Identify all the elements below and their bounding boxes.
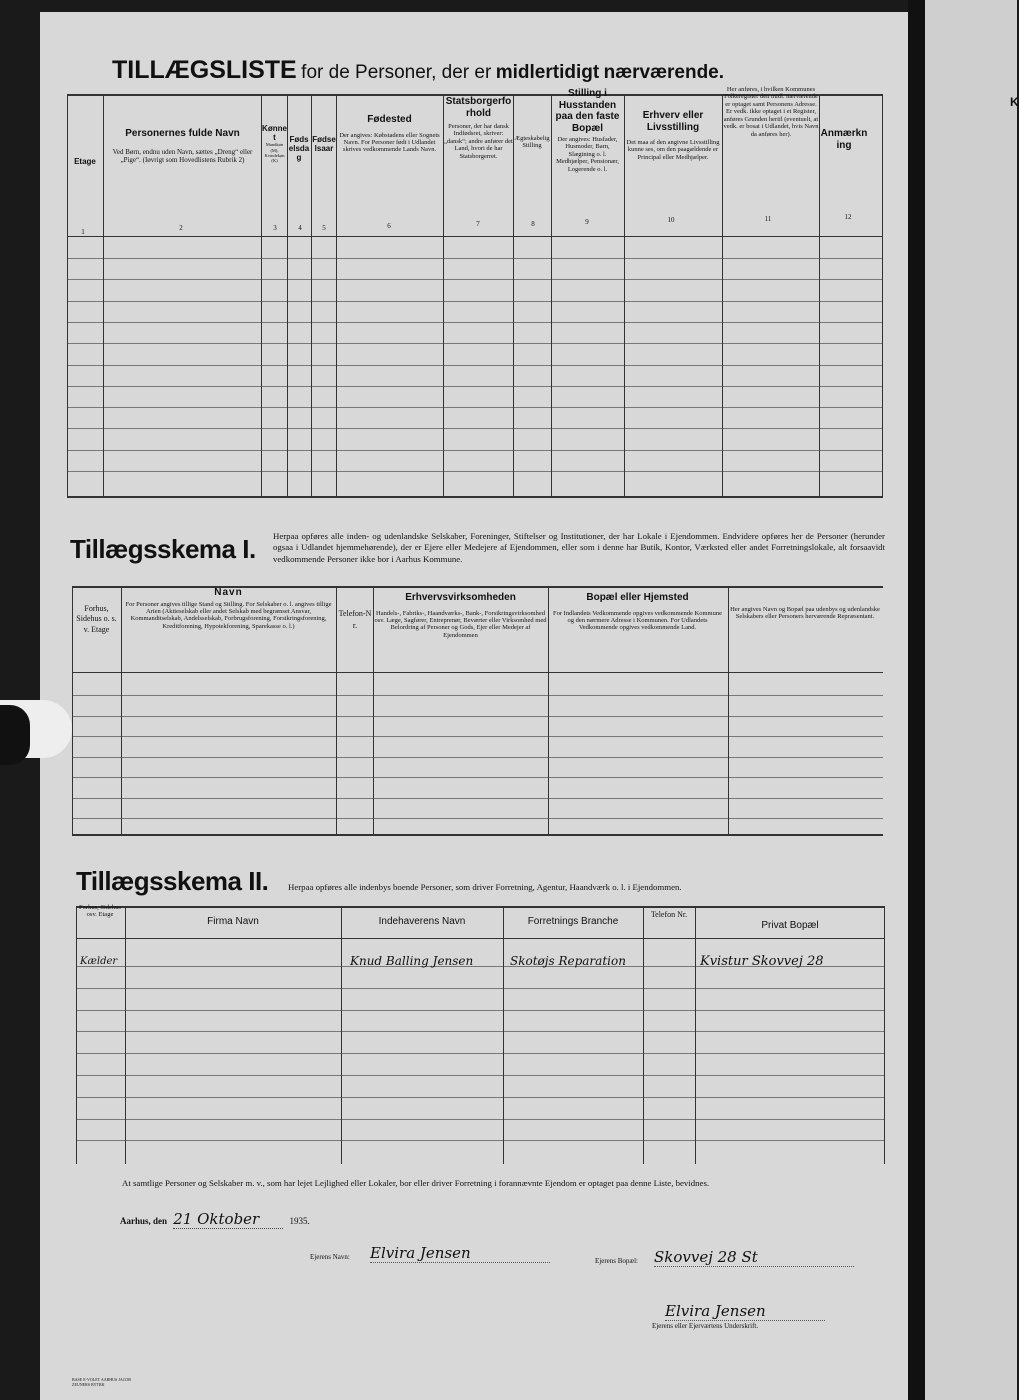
title-part: for de Personer, der er xyxy=(301,62,492,83)
s1-col-repr-header: Her angives Navn og Bopæl paa udenbys og udenlandske Selskabers eller Personers herværende Repræsentant. xyxy=(730,606,880,621)
title-end: nærværende. xyxy=(603,62,725,83)
footer-statement: At samtlige Personer og Selskaber m. v., som har lejet Lejlighed eller Lokaler, bor eller driver Forretning i forannævnte Ejendom er optaget paa denne Liste, bevidnes. xyxy=(122,1178,710,1188)
list-row-line-6 xyxy=(67,365,882,366)
s2-col-line-4 xyxy=(503,906,504,1164)
s1-row-line-5 xyxy=(72,777,883,778)
col-adresse-header: Her anføres, i hvilken Kommunes Folkeregister den midl. nærværende er optaget samt Personens Adresse. Er vedk. ikke optaget i et Register, anføres Grunden hertil (eventuelt, at vedk. er bosat i Udlandet, hvis Navn da anføres her). xyxy=(723,86,819,138)
s2-row-line-7 xyxy=(76,1097,884,1098)
s2-col-line-6 xyxy=(695,906,696,1164)
handwritten-date: 21 Oktober xyxy=(173,1210,283,1229)
s1-row-line-6 xyxy=(72,798,883,799)
s2-col-line-1 xyxy=(76,906,77,1164)
s2-col-line-7 xyxy=(884,906,885,1164)
list-col-line-1 xyxy=(67,94,68,498)
s2-row-line-8 xyxy=(76,1119,884,1120)
list-col-line-5 xyxy=(311,94,312,498)
s2-col-indehaver-header: Indehaverens Navn xyxy=(378,916,466,927)
col-num-3: 3 xyxy=(273,224,277,232)
adjacent-page xyxy=(925,0,1017,1400)
owner-address: Skovvej 28 St xyxy=(654,1248,854,1267)
thumb-shadow xyxy=(0,705,30,765)
col-num-1: 1 xyxy=(81,228,85,236)
owner-name: Elvira Jensen xyxy=(370,1244,550,1263)
s2-row-bopael: Kvistur Skovvej 28 xyxy=(700,954,824,969)
skema2-intro: Herpaa opføres alle indenbys boende Personer, som driver Forretning, Agentur, Haandværk o. l. i Ejendommen. xyxy=(288,882,682,892)
s1-col-navn-header: Navn For Personer angives tillige Stand og Stilling. For Selskaber o. l. angives tillige Arten (Aktieselskab eller andet Selskab med begrænset Ansvar, Kommanditselskab, Andelsselskab, Forbrugsforening, Forsikringsforening, Kreditforening, Hypotekforening, Sparekasse o. l.) xyxy=(125,587,332,630)
col-num-11: 11 xyxy=(764,215,772,223)
col-num-5: 5 xyxy=(322,224,326,232)
col-num-8: 8 xyxy=(531,220,535,228)
document-page xyxy=(40,12,908,1400)
s2-col-branche-header: Forretnings Branche xyxy=(527,916,619,927)
list-row-line-2 xyxy=(67,279,882,280)
skema1-intro: Herpaa opføres alle inden- og udenlandske Selskaber, Foreninger, Stiftelser og Institutioner, der har Lokale i Ejendommen. Endvidere opføres her de Personer (herunder ogsaa i Udlandet hjemmehørende), der er Ejere eller Medejere af Ejendommen, eller som i denne har Butik, Kontor, Værksted eller andet Forretningslokale, alt forsaavidt vedkommende Personer ikke bor i Aarhus Kommune. xyxy=(273,531,885,564)
s1-col-erhverv-header: Erhvervsvirksomheden Handels-, Fabriks-, Haandværks-, Bank-, Forsikringsvirksomhed osv. Læge, Sagfører, Entreprenør, Beværter eller Virksomhed med Belordring af Personer og Gods, Ejer eller Medejer af Ejendommen xyxy=(374,592,547,639)
s1-col-telefon-header: Telefon-Nr. xyxy=(338,609,372,630)
skema1-bottom-rule xyxy=(72,834,883,836)
s1-row-line-4 xyxy=(72,757,883,758)
col-num-6: 6 xyxy=(387,222,391,230)
skema2-title: Tillægsskema II. xyxy=(76,866,269,896)
adjacent-page-fragment: K xyxy=(1010,95,1019,109)
s1-row-line-1 xyxy=(72,695,883,696)
s1-row-line-2 xyxy=(72,716,883,717)
owner-address-label: Ejerens Bopæl: xyxy=(595,1257,638,1265)
col-koen-header: Kønnet Mandkøn (M), Kvindekøn (K) xyxy=(262,124,287,163)
owner-signature: Elvira Jensen xyxy=(665,1302,825,1321)
col-num-7: 7 xyxy=(476,220,480,228)
col-erhverv-header: Erhverv eller Livsstilling Det maa af den angivne Livsstilling kunne ses, om den paagældende er Principal eller Medhjælper. xyxy=(626,110,720,161)
page-gutter xyxy=(908,0,925,1400)
s2-col-line-5 xyxy=(643,906,644,1164)
list-bottom-rule xyxy=(67,496,882,498)
list-row-line-9 xyxy=(67,428,882,429)
list-row-line-4 xyxy=(67,322,882,323)
list-row-line-1 xyxy=(67,258,882,259)
s2-row-branche: Skotøjs Reparation xyxy=(510,954,626,968)
col-stilling-header: Stilling i Husstanden paa den faste Bopæl Der angives: Husfader, Husmoder, Barn, Slægtning o. l. Medhjælper, Pensionær, Logerende o. l. xyxy=(555,88,620,173)
printer-mark: BASE E-VOLET AARHUS JACOB ZEUNERS BYTRK xyxy=(72,1377,131,1387)
signature-label: Ejerens eller Ejerværtens Underskrift. xyxy=(652,1322,759,1330)
col-num-10: 10 xyxy=(667,216,675,224)
skema2-top-rule xyxy=(76,906,884,908)
col-anmaerkning-header: Anmærkning xyxy=(820,128,868,151)
owner-name-label: Ejerens Navn: xyxy=(310,1253,350,1261)
skema1-header-rule xyxy=(72,672,883,673)
col-num-9: 9 xyxy=(585,218,589,226)
list-col-line-11 xyxy=(722,94,723,498)
s2-row-line-3 xyxy=(76,1010,884,1011)
s1-col-line-1 xyxy=(72,586,73,836)
col-etage-header: Etage xyxy=(74,157,96,166)
list-row-line-7 xyxy=(67,386,882,387)
list-row-line-3 xyxy=(67,301,882,302)
col-statsborger-header: Statsborgerforhold Personer, der har dansk Indfødsret, skriver: „dansk“; andre anfører det Land, hvori de har Statsborgerret. xyxy=(444,96,513,160)
list-col-line-13 xyxy=(882,94,883,498)
s2-col-bopael-header: Privat Bopæl xyxy=(761,920,819,931)
s1-col-line-3 xyxy=(336,586,337,836)
list-title xyxy=(112,56,912,85)
s2-row-line-2 xyxy=(76,988,884,989)
s2-row-line-4 xyxy=(76,1031,884,1032)
s1-col-bopael-header: Bopæl eller Hjemsted For Indlandets Vedkommende opgives vedkommende Kommune og den nærmere Adresse i Kommunen. For Udlandets Vedkommende opgives vedkommende Land. xyxy=(552,592,723,632)
place-prefix: Aarhus, den xyxy=(120,1216,168,1226)
s2-row-indehaver: Knud Balling Jensen xyxy=(350,954,474,968)
skema2-header-rule xyxy=(76,938,884,939)
list-header-rule xyxy=(67,236,882,237)
list-col-line-8 xyxy=(513,94,514,498)
col-aegteskab-header: Ægteskabelig Stilling xyxy=(514,135,550,150)
col-num-4: 4 xyxy=(298,224,302,232)
s1-col-line-6 xyxy=(728,586,729,836)
skema1-title: Tillægsskema I. xyxy=(70,534,256,564)
list-row-line-5 xyxy=(67,343,882,344)
s2-col-firma-header: Firma Navn xyxy=(207,916,259,927)
list-row-line-10 xyxy=(67,450,882,451)
title-main: TILLÆGSLISTE xyxy=(112,56,297,84)
s2-col-line-2 xyxy=(125,906,126,1164)
list-col-line-6 xyxy=(336,94,337,498)
col-foedselsdag-header: Fødselsdag xyxy=(288,135,310,163)
footer-date-line xyxy=(120,1210,310,1229)
list-row-line-11 xyxy=(67,471,882,472)
s2-row-line-5 xyxy=(76,1053,884,1054)
s2-row-line-6 xyxy=(76,1075,884,1076)
s2-row-etage: Kælder xyxy=(80,956,118,967)
s1-col-line-5 xyxy=(548,586,549,836)
col-foedested-header: Fødested Der angives: Købstadens eller Sognets Navn. For Personer født i Udlandet skrives vedkommende Lands Navn. xyxy=(339,114,440,154)
col-num-12: 12 xyxy=(844,213,852,221)
s1-col-etage-header: Forhus, Sidehus o. s. v. Etage xyxy=(76,604,117,634)
col-foedselsaar-header: Fødselsaar xyxy=(312,135,336,154)
col-num-2: 2 xyxy=(179,224,183,232)
s2-col-line-3 xyxy=(341,906,342,1164)
s1-row-line-3 xyxy=(72,736,883,737)
title-emphasis: midlertidigt xyxy=(495,62,600,83)
list-row-line-8 xyxy=(67,407,882,408)
s1-row-line-7 xyxy=(72,818,883,819)
col-navn-header: Personernes fulde Navn Ved Børn, endnu uden Navn, sættes „Dreng“ eller „Pige“. (Iøvrigt som Hovedlistens Rubrik 2) xyxy=(112,128,253,164)
s2-row-line-9 xyxy=(76,1140,884,1141)
year: 1935. xyxy=(289,1216,310,1226)
s2-col-etage-header: Forhus, Sidehus osv. Etage xyxy=(79,904,121,919)
s2-col-telefon-header: Telefon Nr. xyxy=(650,910,688,919)
list-col-line-12 xyxy=(819,94,820,498)
